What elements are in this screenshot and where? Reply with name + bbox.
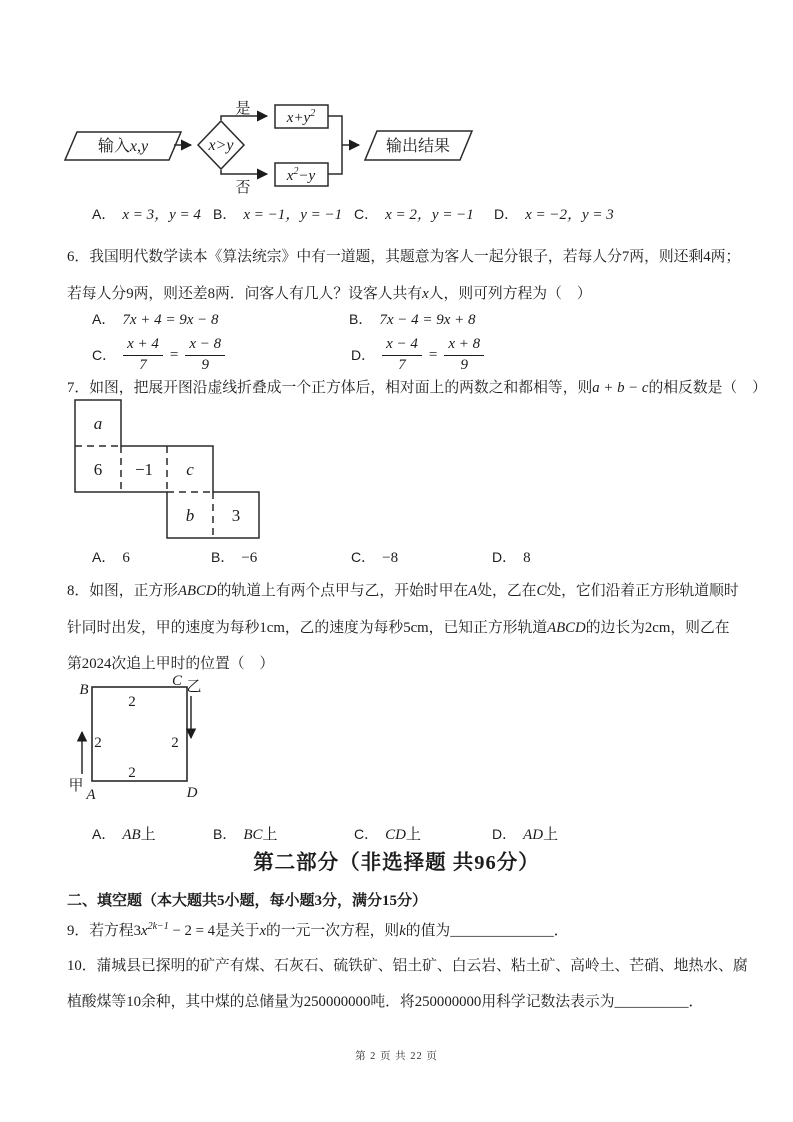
part2-heading: 第二部分（非选择题 共96分） bbox=[253, 852, 540, 874]
q7-option-b: B． −6 bbox=[211, 549, 258, 566]
square-track bbox=[92, 687, 187, 781]
answer-blank: ______________ bbox=[450, 923, 554, 939]
q6-option-a: A． 7x + 4 = 9x − 8 bbox=[92, 311, 219, 328]
q6-stem-line1: 6．我国明代数学读本《算法统宗》中有一道题，其题意为客人一起分银子，若每人分7两，则还剩4两； bbox=[67, 249, 741, 265]
q10-stem-line1: 10．蒲城县已探明的矿产有煤、石灰石、硫铁矿、铝土矿、白云岩、粘土矿、高岭土、芒硝、地热水、腐 bbox=[67, 958, 748, 974]
side-bottom-label: 2 bbox=[128, 765, 136, 781]
q8-stem-line2: 针同时出发，甲的速度为每秒1cm，乙的速度为每秒5cm，已知正方形轨道ABCD的边长为2cm，则乙在 bbox=[67, 620, 730, 636]
q8-option-b: B． BC上 bbox=[213, 826, 278, 843]
point-yi: 乙 bbox=[186, 679, 202, 695]
q7-options-row bbox=[67, 547, 747, 573]
q7-stem: 7．如图，把展开图沿虚线折叠成一个正方体后，相对面上的两数之和都相等，则a + b − c的相反数是（ ） bbox=[67, 380, 767, 396]
net-cell-b: b bbox=[185, 506, 195, 525]
fraction: $\frac{x - 8}{9}$ bbox=[185, 336, 225, 374]
q7-option-d: D． 8 bbox=[492, 549, 531, 566]
q6-option-d: D． $\frac{x - 4}{7}$ = $\frac{x + 8}{9}$ bbox=[351, 331, 484, 379]
fraction: $\frac{x + 4}{7}$ bbox=[123, 336, 163, 374]
fraction: $\frac{x + 8}{9}$ bbox=[444, 336, 484, 374]
side-left-label: 2 bbox=[94, 735, 102, 751]
flowchart-cond-label: x>y bbox=[208, 137, 234, 154]
vertex-D: D bbox=[186, 785, 198, 801]
answer-blank: __________ bbox=[614, 994, 689, 1010]
q6-options-row-cd bbox=[67, 331, 747, 379]
flowchart-input-label: 输入x,y bbox=[97, 138, 149, 155]
square-track-figure bbox=[66, 666, 216, 806]
yes-branch-label: 是 bbox=[235, 101, 251, 117]
net-cell-neg1: −1 bbox=[134, 460, 154, 479]
box-yes-label: $x+y^2$ bbox=[286, 108, 316, 126]
point-jia: 甲 bbox=[68, 778, 84, 794]
q5-options-row bbox=[67, 203, 747, 229]
arrow-no-branch bbox=[221, 170, 267, 174]
q8-option-a: A． AB上 bbox=[92, 826, 156, 843]
q8-stem-line1: 8．如图，正方形ABCD的轨道上有两个点甲与乙，开始时甲在A处，乙在C处，它们沿着正方形轨道顺时 bbox=[67, 583, 739, 599]
vertex-C: C bbox=[171, 673, 183, 689]
q10-stem-line2: 植酸煤等10余种，其中煤的总储量为250000000吨．将250000000用科学记数法表示为__________． bbox=[67, 994, 704, 1010]
q7-option-a: A． 6 bbox=[92, 549, 130, 566]
q7-option-c: C． −8 bbox=[351, 549, 399, 566]
q5-option-b: B． x = −1，y = −1 bbox=[213, 206, 343, 223]
merge-lines bbox=[328, 116, 342, 174]
q8-option-c: C． CD上 bbox=[354, 826, 421, 843]
q5-option-d: D． x = −2，y = 3 bbox=[494, 206, 614, 223]
q6-option-c: C． $\frac{x + 4}{7}$ = $\frac{x - 8}{9}$ bbox=[92, 331, 225, 379]
side-right-label: 2 bbox=[171, 735, 179, 751]
flowchart-figure bbox=[60, 85, 480, 200]
net-cell-a: a bbox=[93, 414, 103, 433]
page-footer: 第 2 页 共 22 页 bbox=[355, 1051, 438, 1062]
q8-option-d: D． AD上 bbox=[492, 826, 559, 843]
vertex-B: B bbox=[79, 682, 89, 698]
q8-stem-line3: 第2024次追上甲时的位置（ ） bbox=[67, 656, 275, 672]
fraction: $\frac{x - 4}{7}$ bbox=[382, 336, 422, 374]
box-no-label: $x^2-y$ bbox=[286, 166, 316, 184]
q9-stem: 9．若方程$3x^{2k-1} - 2 = 4$是关于x的一元一次方程，则k的值为______________． bbox=[67, 921, 569, 939]
net-cell-3: 3 bbox=[231, 506, 241, 525]
net-cell-6: 6 bbox=[93, 460, 103, 479]
no-branch-label: 否 bbox=[235, 180, 251, 196]
side-top-label: 2 bbox=[128, 694, 136, 710]
section2-title: 二、填空题（本大题共5小题，每小题3分，满分15分） bbox=[67, 893, 428, 909]
net-cell-c: c bbox=[186, 460, 194, 479]
q5-option-c: C． x = 2，y = −1 bbox=[354, 206, 474, 223]
q5-option-a: A． x = 3，y = 4 bbox=[92, 206, 201, 223]
vertex-A: A bbox=[86, 787, 96, 803]
cube-net-figure bbox=[73, 398, 263, 542]
q6-option-b: B． 7x − 4 = 9x + 8 bbox=[349, 311, 476, 328]
flowchart-output-label: 输出结果 bbox=[385, 138, 451, 155]
q6-stem-line2: 若每人分9两，则还差8两．问客人有几人？设客人共有x人，则可列方程为（ ） bbox=[67, 286, 592, 302]
